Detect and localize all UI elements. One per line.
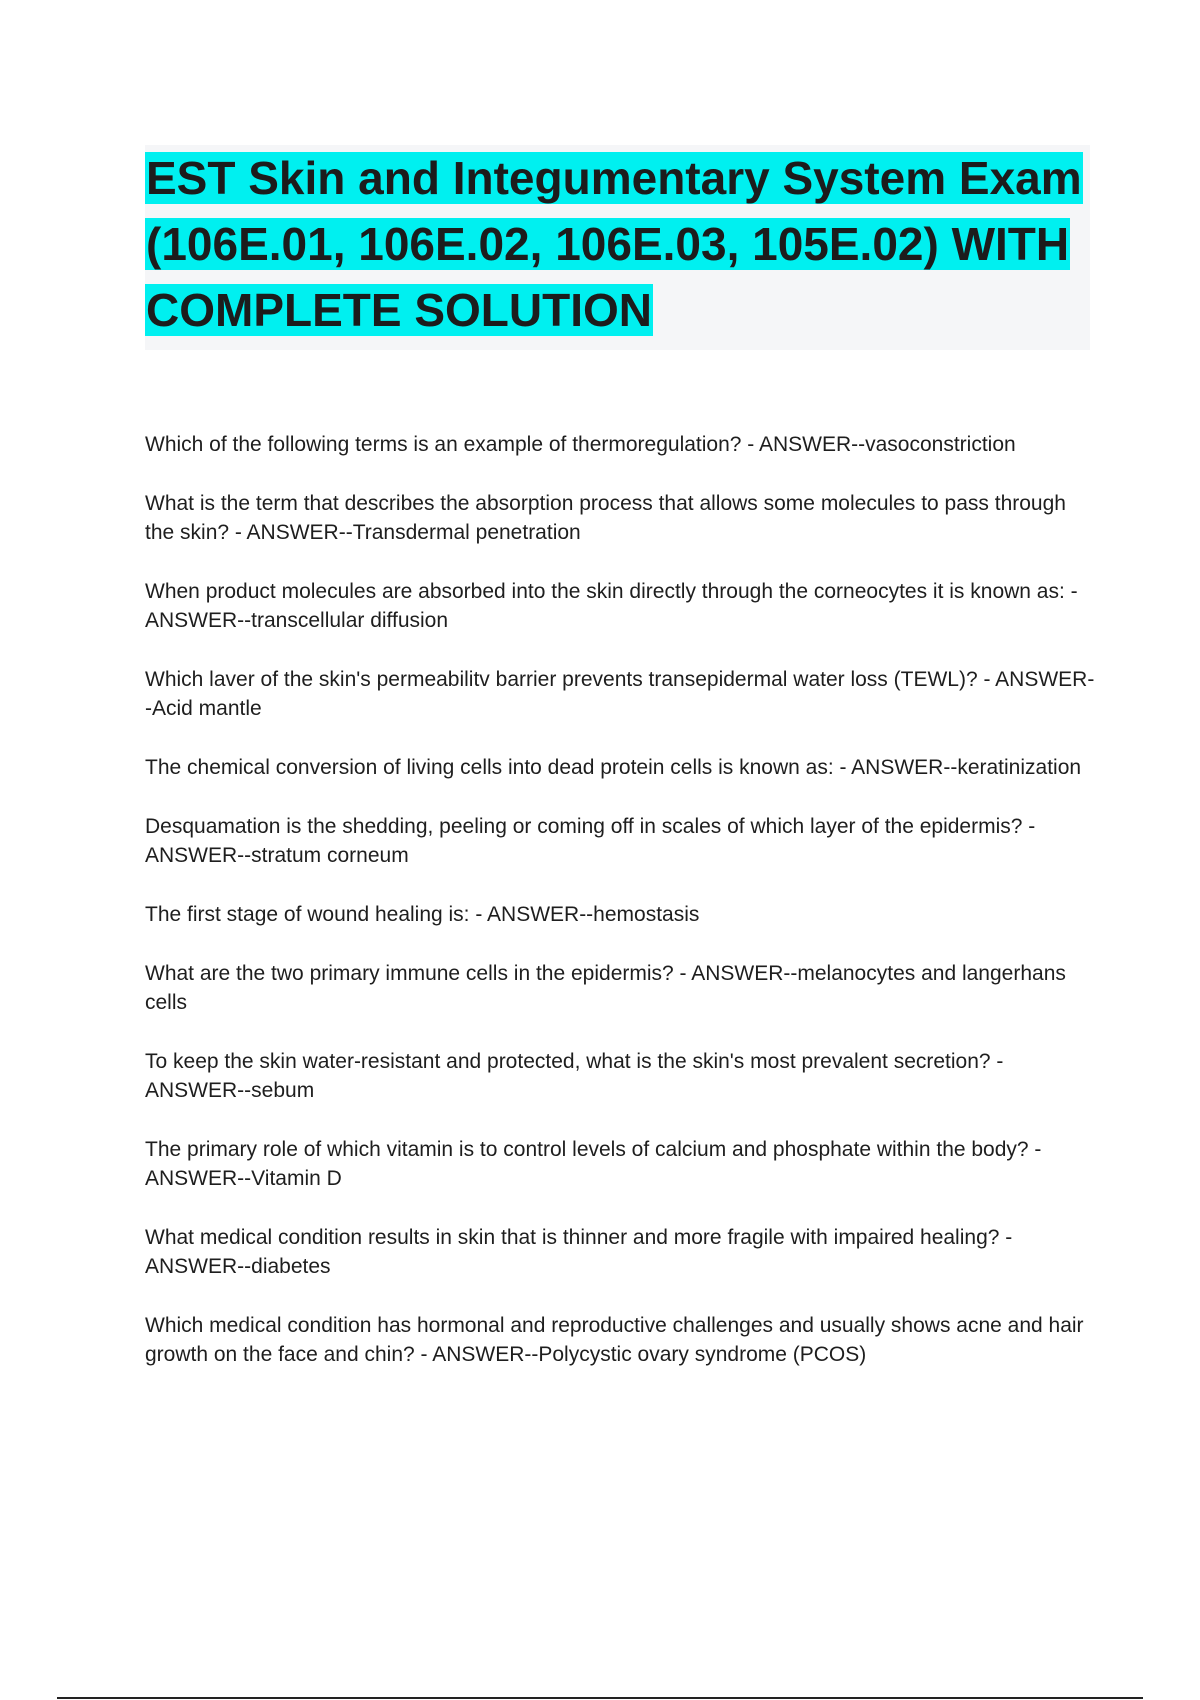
list-item: What is the term that describes the absorption process that allows some molecules to pass through the skin? - ANSWER--Transdermal penetration	[145, 492, 1066, 544]
page-title	[145, 145, 1090, 343]
list-item: The chemical conversion of living cells into dead protein cells is known as: - ANSWER--keratinization	[145, 756, 1082, 779]
list-item: To keep the skin water-resistant and protected, what is the skin's most prevalent secretion? - ANSWER--sebum	[145, 1050, 1004, 1102]
list-item: Which of the following terms is an example of thermoregulation? - ANSWER--vasoconstriction	[145, 433, 1016, 456]
list-item: What are the two primary immune cells in the epidermis? - ANSWER--melanocytes and langerhans cells	[145, 962, 1066, 1014]
list-item: The primary role of which vitamin is to control levels of calcium and phosphate within the body? - ANSWER--Vitamin D	[145, 1138, 1042, 1190]
page-title-text: EST Skin and Integumentary System Exam (106E.01, 106E.02, 106E.03, 105E.02) WITH COMPLETE SOLUTION	[146, 152, 1082, 336]
footer-divider	[57, 1697, 1143, 1699]
list-item: What medical condition results in skin that is thinner and more fragile with impaired healing? - ANSWER--diabetes	[145, 1226, 1013, 1278]
list-item: The first stage of wound healing is: - ANSWER--hemostasis	[145, 903, 700, 926]
title-block	[145, 145, 1090, 350]
list-item: Which laver of the skin's permeabilitv barrier prevents transepidermal water loss (TEWL)? - ANSWER--Acid mantle	[145, 668, 1095, 720]
list-item: Which medical condition has hormonal and reproductive challenges and usually shows acne and hair growth on the face and chin? - ANSWER--Polycystic ovary syndrome (PCOS)	[145, 1314, 1084, 1366]
qa-list	[145, 430, 1095, 1399]
list-item: When product molecules are absorbed into the skin directly through the corneocytes it is known as: - ANSWER--transcellular diffusion	[145, 580, 1078, 632]
list-item: Desquamation is the shedding, peeling or coming off in scales of which layer of the epidermis? - ANSWER--stratum corneum	[145, 815, 1036, 867]
